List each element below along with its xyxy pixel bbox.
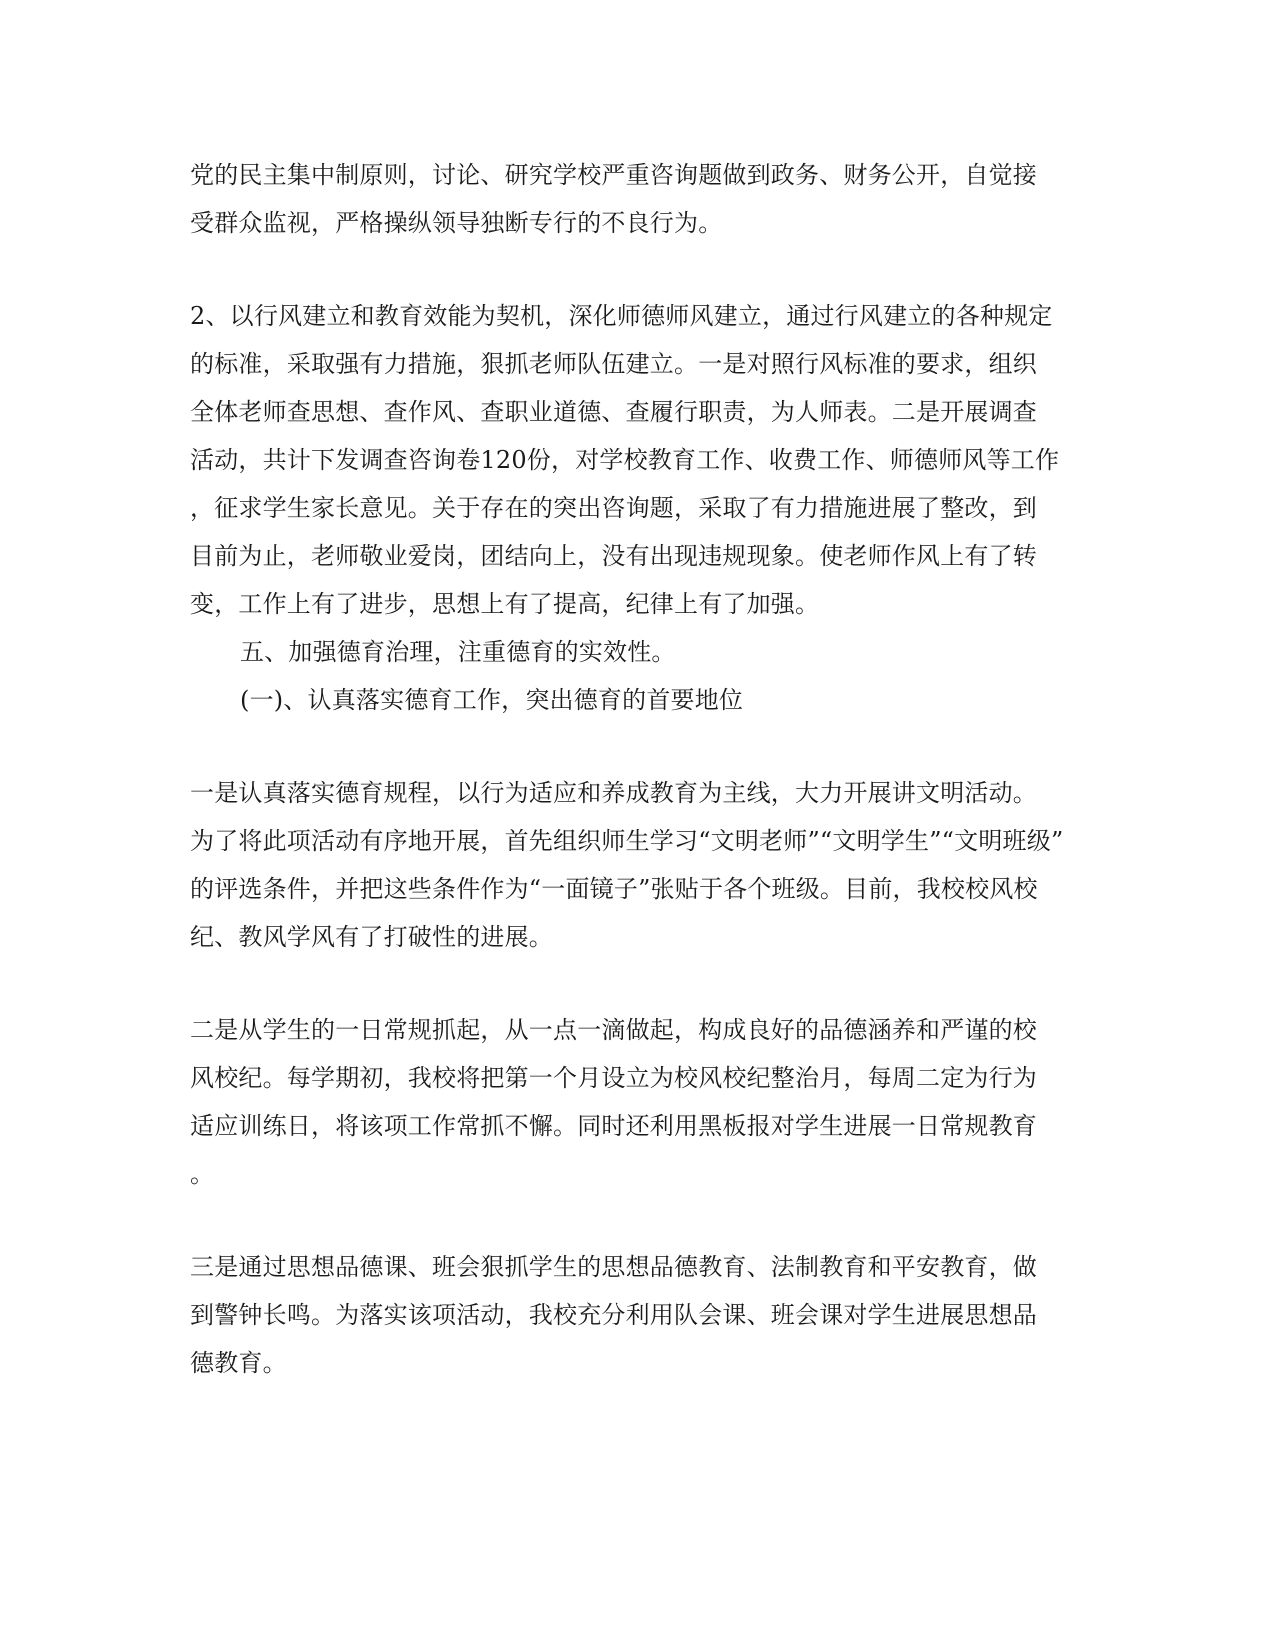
paragraph-line: 2、以行风建立和教育效能为契机，深化师德师风建立，通过行风建立的各种规定: [190, 302, 1053, 330]
section-heading: 五、加强德育治理，注重德育的实效性。: [240, 638, 676, 666]
paragraph-line: 到警钟长鸣。为落实该项活动，我校充分利用队会课、班会课对学生进展思想品: [190, 1301, 1037, 1329]
paragraph-line: 。: [190, 1160, 215, 1188]
paragraph-line: 的标准，采取强有力措施，狠抓老师队伍建立。一是对照行风标准的要求，组织: [190, 350, 1037, 378]
paragraph-line: 的评选条件，并把这些条件作为“一面镜子”张贴于各个班级。目前，我校校风校: [190, 875, 1038, 903]
paragraph-line: 适应训练日，将该项工作常抓不懈。同时还利用黑板报对学生进展一日常规教育: [190, 1112, 1037, 1140]
paragraph-line: 纪、教风学风有了打破性的进展。: [190, 923, 553, 951]
paragraph-line: 党的民主集中制原则，讨论、研究学校严重咨询题做到政务、财务公开，自觉接: [190, 161, 1037, 189]
paragraph-line: 三是通过思想品德课、班会狠抓学生的思想品德教育、法制教育和平安教育，做: [190, 1253, 1037, 1281]
paragraph-line: ，征求学生家长意见。关于存在的突出咨询题，采取了有力措施进展了整改，到: [190, 494, 1037, 522]
paragraph-line: 德教育。: [190, 1349, 287, 1377]
paragraph-line: 为了将此项活动有序地开展，首先组织师生学习“文明老师”“文明学生”“文明班级”: [190, 827, 1064, 855]
paragraph-line: 变，工作上有了进步，思想上有了提高，纪律上有了加强。: [190, 590, 820, 618]
paragraph-line: 二是从学生的一日常规抓起，从一点一滴做起，构成良好的品德涵养和严谨的校: [190, 1016, 1037, 1044]
paragraph-line: 一是认真落实德育规程，以行为适应和养成教育为主线，大力开展讲文明活动。: [190, 779, 1037, 807]
paragraph-line: 目前为止，老师敬业爱岗，团结向上，没有出现违规现象。使老师作风上有了转: [190, 542, 1037, 570]
paragraph-line: 受群众监视，严格操纵领导独断专行的不良行为。: [190, 209, 723, 237]
paragraph-line: 风校纪。每学期初，我校将把第一个月设立为校风校纪整治月，每周二定为行为: [190, 1064, 1037, 1092]
subsection-heading: (一)、认真落实德育工作，突出德育的首要地位: [240, 686, 744, 714]
paragraph-line: 活动，共计下发调查咨询卷120份，对学校教育工作、收费工作、师德师风等工作: [190, 446, 1060, 474]
paragraph-line: 全体老师查思想、查作风、查职业道德、查履行职责，为人师表。二是开展调查: [190, 398, 1037, 426]
